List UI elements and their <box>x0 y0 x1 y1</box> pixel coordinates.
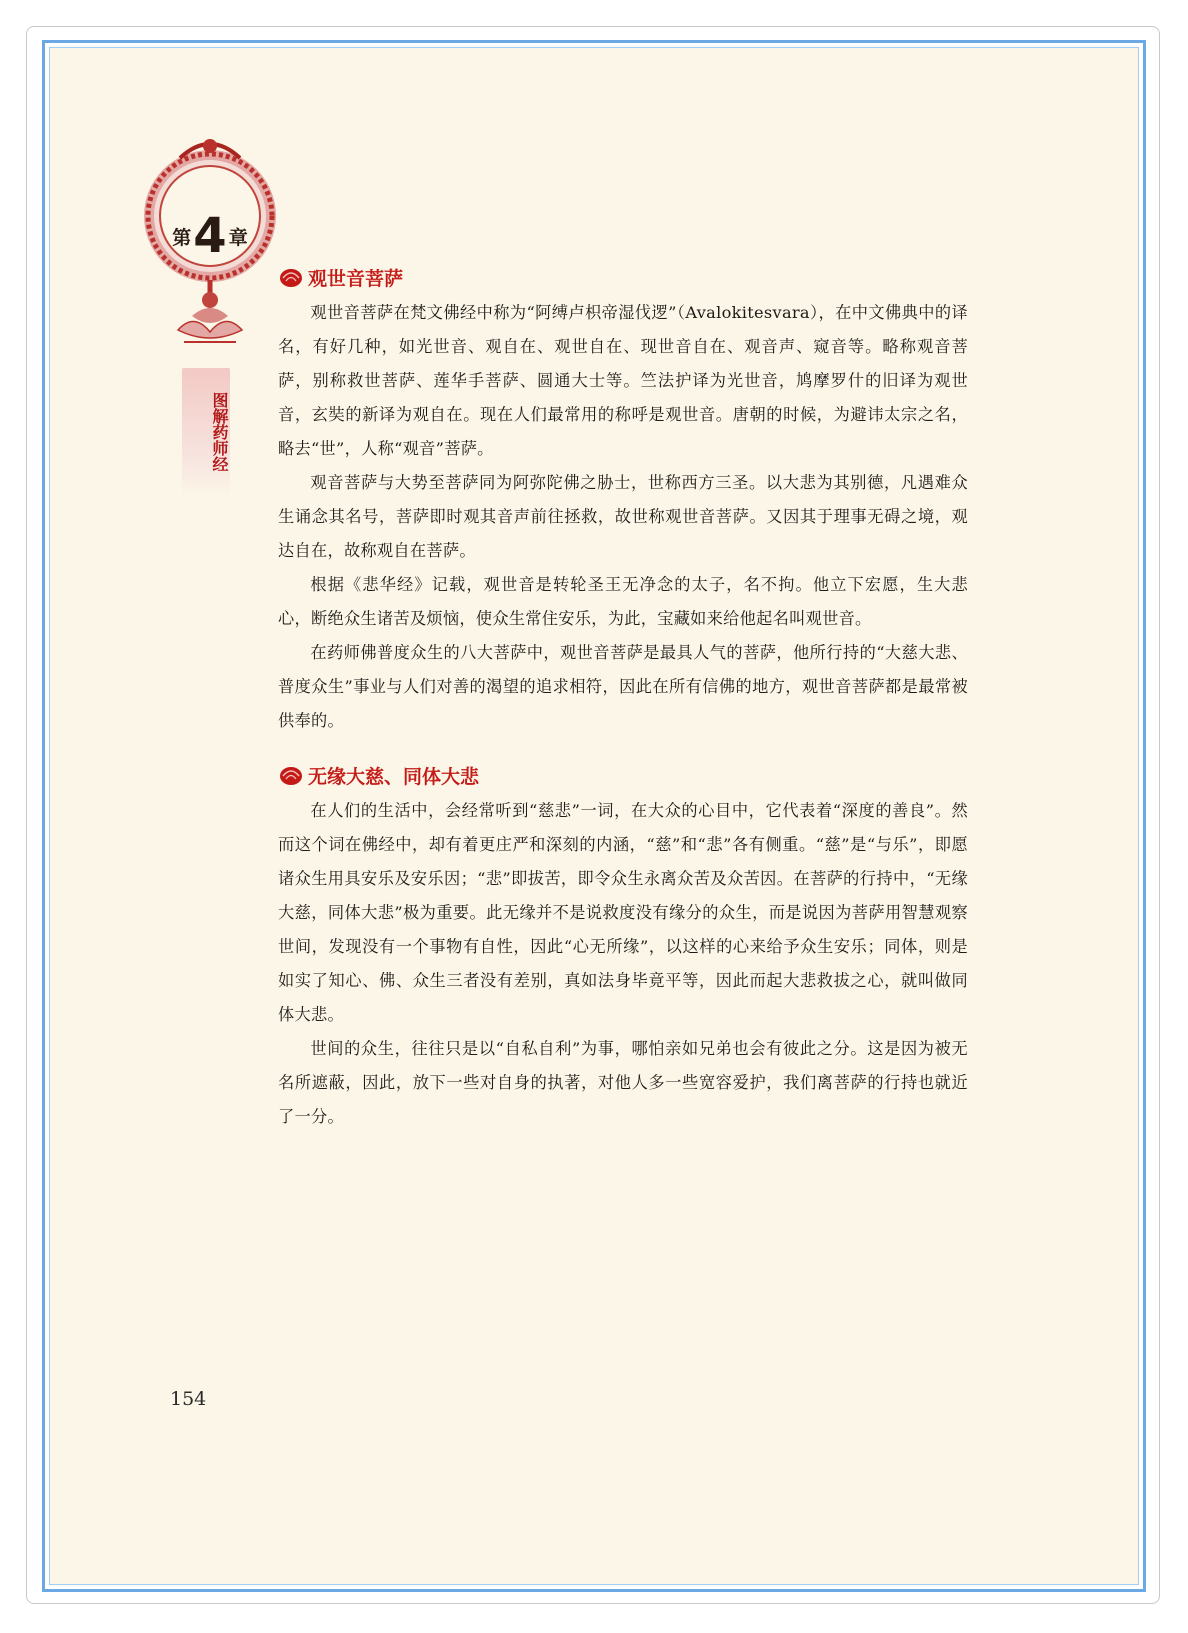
page-number: 154 <box>170 1388 207 1410</box>
main-content <box>278 262 968 1156</box>
lotus-bud-icon <box>278 764 304 786</box>
paragraph: 世间的众生，往往只是以“自私自利”为事，哪怕亲如兄弟也会有彼此之分。这是因为被无名所遮蔽，因此，放下一些对自身的执著，对他人多一些宽容爱护，我们离菩萨的行持也就近了一分。 <box>278 1039 968 1126</box>
lotus-bud-icon <box>278 266 304 288</box>
section-heading <box>278 760 968 790</box>
section-heading <box>278 262 968 292</box>
section-guanshiyin <box>278 262 968 738</box>
chapter-emblem <box>140 120 280 380</box>
chapter-label <box>164 206 256 266</box>
paragraph: 观音菩萨与大势至菩萨同为阿弥陀佛之胁士，世称西方三圣。以大悲为其别德，凡遇难众生诵念其名号，菩萨即时观其音声前往拯救，故世称观世音菩萨。又因其于理事无碍之境，观达自在，故称观自在菩萨。 <box>278 473 968 560</box>
section-heading-text: 观世音菩萨 <box>308 267 404 290</box>
paragraph: 在人们的生活中，会经常听到“慈悲”一词，在大众的心目中，它代表着“深度的善良”。然而这个词在佛经中，却有着更庄严和深刻的内涵，“慈”和“悲”各有侧重。“慈”是“与乐”，即愿诸众生用具安乐及安乐因；“悲”即拔苦，即令众生永离众苦及众苦因。在菩萨的行持中，“无缘大慈，同体大悲”极为重要。此无缘并不是说救度没有缘分的众生，而是说因为菩萨用智慧观察世间，发现没有一个事物有自性，因此“心无所缘”，以这样的心来给予众生安乐；同体，则是如实了知心、佛、众生三者没有差别，真如法身毕竟平等，因此而起大悲救拔之心，就叫做同体大悲。 <box>278 801 968 1024</box>
chapter-number: 4 <box>193 208 227 264</box>
paragraph: 根据《悲华经》记载，观世音是转轮圣王无净念的太子，名不拘。他立下宏愿，生大悲心，断绝众生诸苦及烦恼，使众生常住安乐，为此，宝藏如来给他起名叫观世音。 <box>278 575 968 628</box>
chapter-prefix: 第 <box>172 226 192 249</box>
book-title-tab <box>182 368 230 496</box>
section-wuyuan-daci <box>278 760 968 1134</box>
section-heading-text: 无缘大慈、同体大悲 <box>308 765 480 788</box>
chapter-suffix: 章 <box>228 226 248 249</box>
book-title: 图解药师经 <box>210 392 229 472</box>
paragraph: 观世音菩萨在梵文佛经中称为“阿缚卢枳帝湿伐逻”（Avalokitesvara），在中文佛典中的译名，有好几种，如光世音、观自在、观世自在、现世音自在、观音声、窥音等。略称观音菩萨，别称救世菩萨、莲华手菩萨、圆通大士等。竺法护译为光世音，鸠摩罗什的旧译为观世音，玄奘的新译为观自在。现在人们最常用的称呼是观世音。唐朝的时候，为避讳太宗之名，略去“世”，人称“观音”菩萨。 <box>278 303 968 458</box>
paragraph: 在药师佛普度众生的八大菩萨中，观世音菩萨是最具人气的菩萨，他所行持的“大慈大悲、普度众生”事业与人们对善的渴望的追求相符，因此在所有信佛的地方，观世音菩萨都是最常被供奉的。 <box>278 643 968 730</box>
